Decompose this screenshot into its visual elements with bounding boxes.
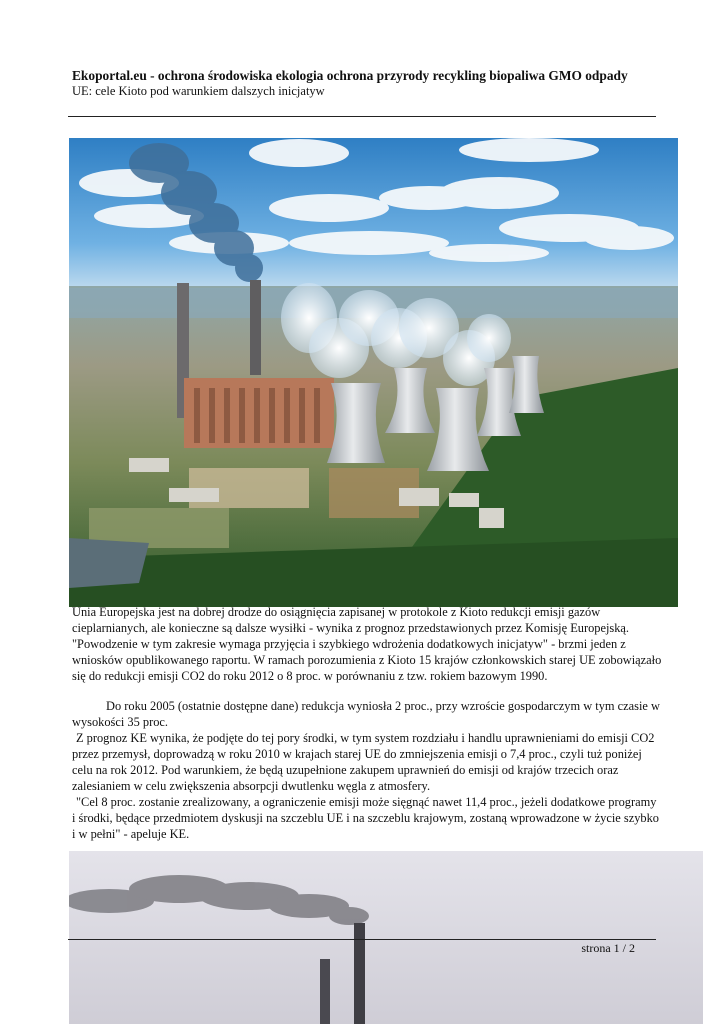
page-number: strona 1 / 2 — [581, 941, 635, 955]
header-divider — [68, 116, 656, 117]
page-title: Ekoportal.eu - ochrona środowiska ekologia ochrona przyrody recykling biopaliwa GMO odpady — [72, 68, 628, 83]
paragraph-2: Do roku 2005 (ostatnie dostępne dane) redukcja wyniosła 2 proc., przy wzroście gospodarczym w tym czasie w wysokości 35 proc. — [72, 699, 660, 729]
paragraph-4: "Cel 8 proc. zostanie zrealizowany, a ograniczenie emisji może sięgnąć nawet 11,4 proc., jeżeli dodatkowe programy i środki, będące przedmiotem dyskusji na szczeblu UE i na szczeblu krajowym, zostaną wprowadzone w życie szybko i w pełni" - apeluje KE. — [72, 795, 659, 841]
paragraph-3: Z prognoz KE wynika, że podjęte do tej pory środki, w tym system rozdziału i handlu uprawnieniami do emisji CO2 przez przemysł, doprowadzą w roku 2010 w krajach starej UE do zmniejszenia emisji o 7,4 proc., czyli tuż poniżej celu na rok 2012. Pod warunkiem, że będą uzupełnione zakupem uprawnień do emisji od krajów trzecich oraz zalesianiem w celu zwiększenia absorpcji dwutlenku węgla z atmosfery. — [72, 731, 655, 793]
paragraph-1: Unia Europejska jest na dobrej drodze do osiągnięcia zapisanej w protokole z Kioto redukcji emisji gazów cieplarnianych, ale konieczne są dalsze wysiłki - wynika z prognoz przedstawionych przez Komisję Europejską. "Powodzenie w tym zakresie wymaga przyjęcia i szybkiego wdrożenia dodatkowych inicjatyw" - brzmi jeden z wniosków opublikowanego raportu. W ramach porozumienia z Kioto 15 krajów członkowskich starej UE zobowiązało się do redukcji emisji CO2 do roku 2012 o 8 proc. w porównaniu z tzw. rokiem bazowym 1990. — [72, 605, 662, 683]
chimney-smoke-photo — [69, 851, 703, 1024]
footer-divider — [68, 939, 656, 940]
power-plant-photo — [69, 138, 678, 607]
article-subtitle: UE: cele Kioto pod warunkiem dalszych inicjatyw — [72, 84, 325, 98]
article-body — [72, 604, 662, 842]
